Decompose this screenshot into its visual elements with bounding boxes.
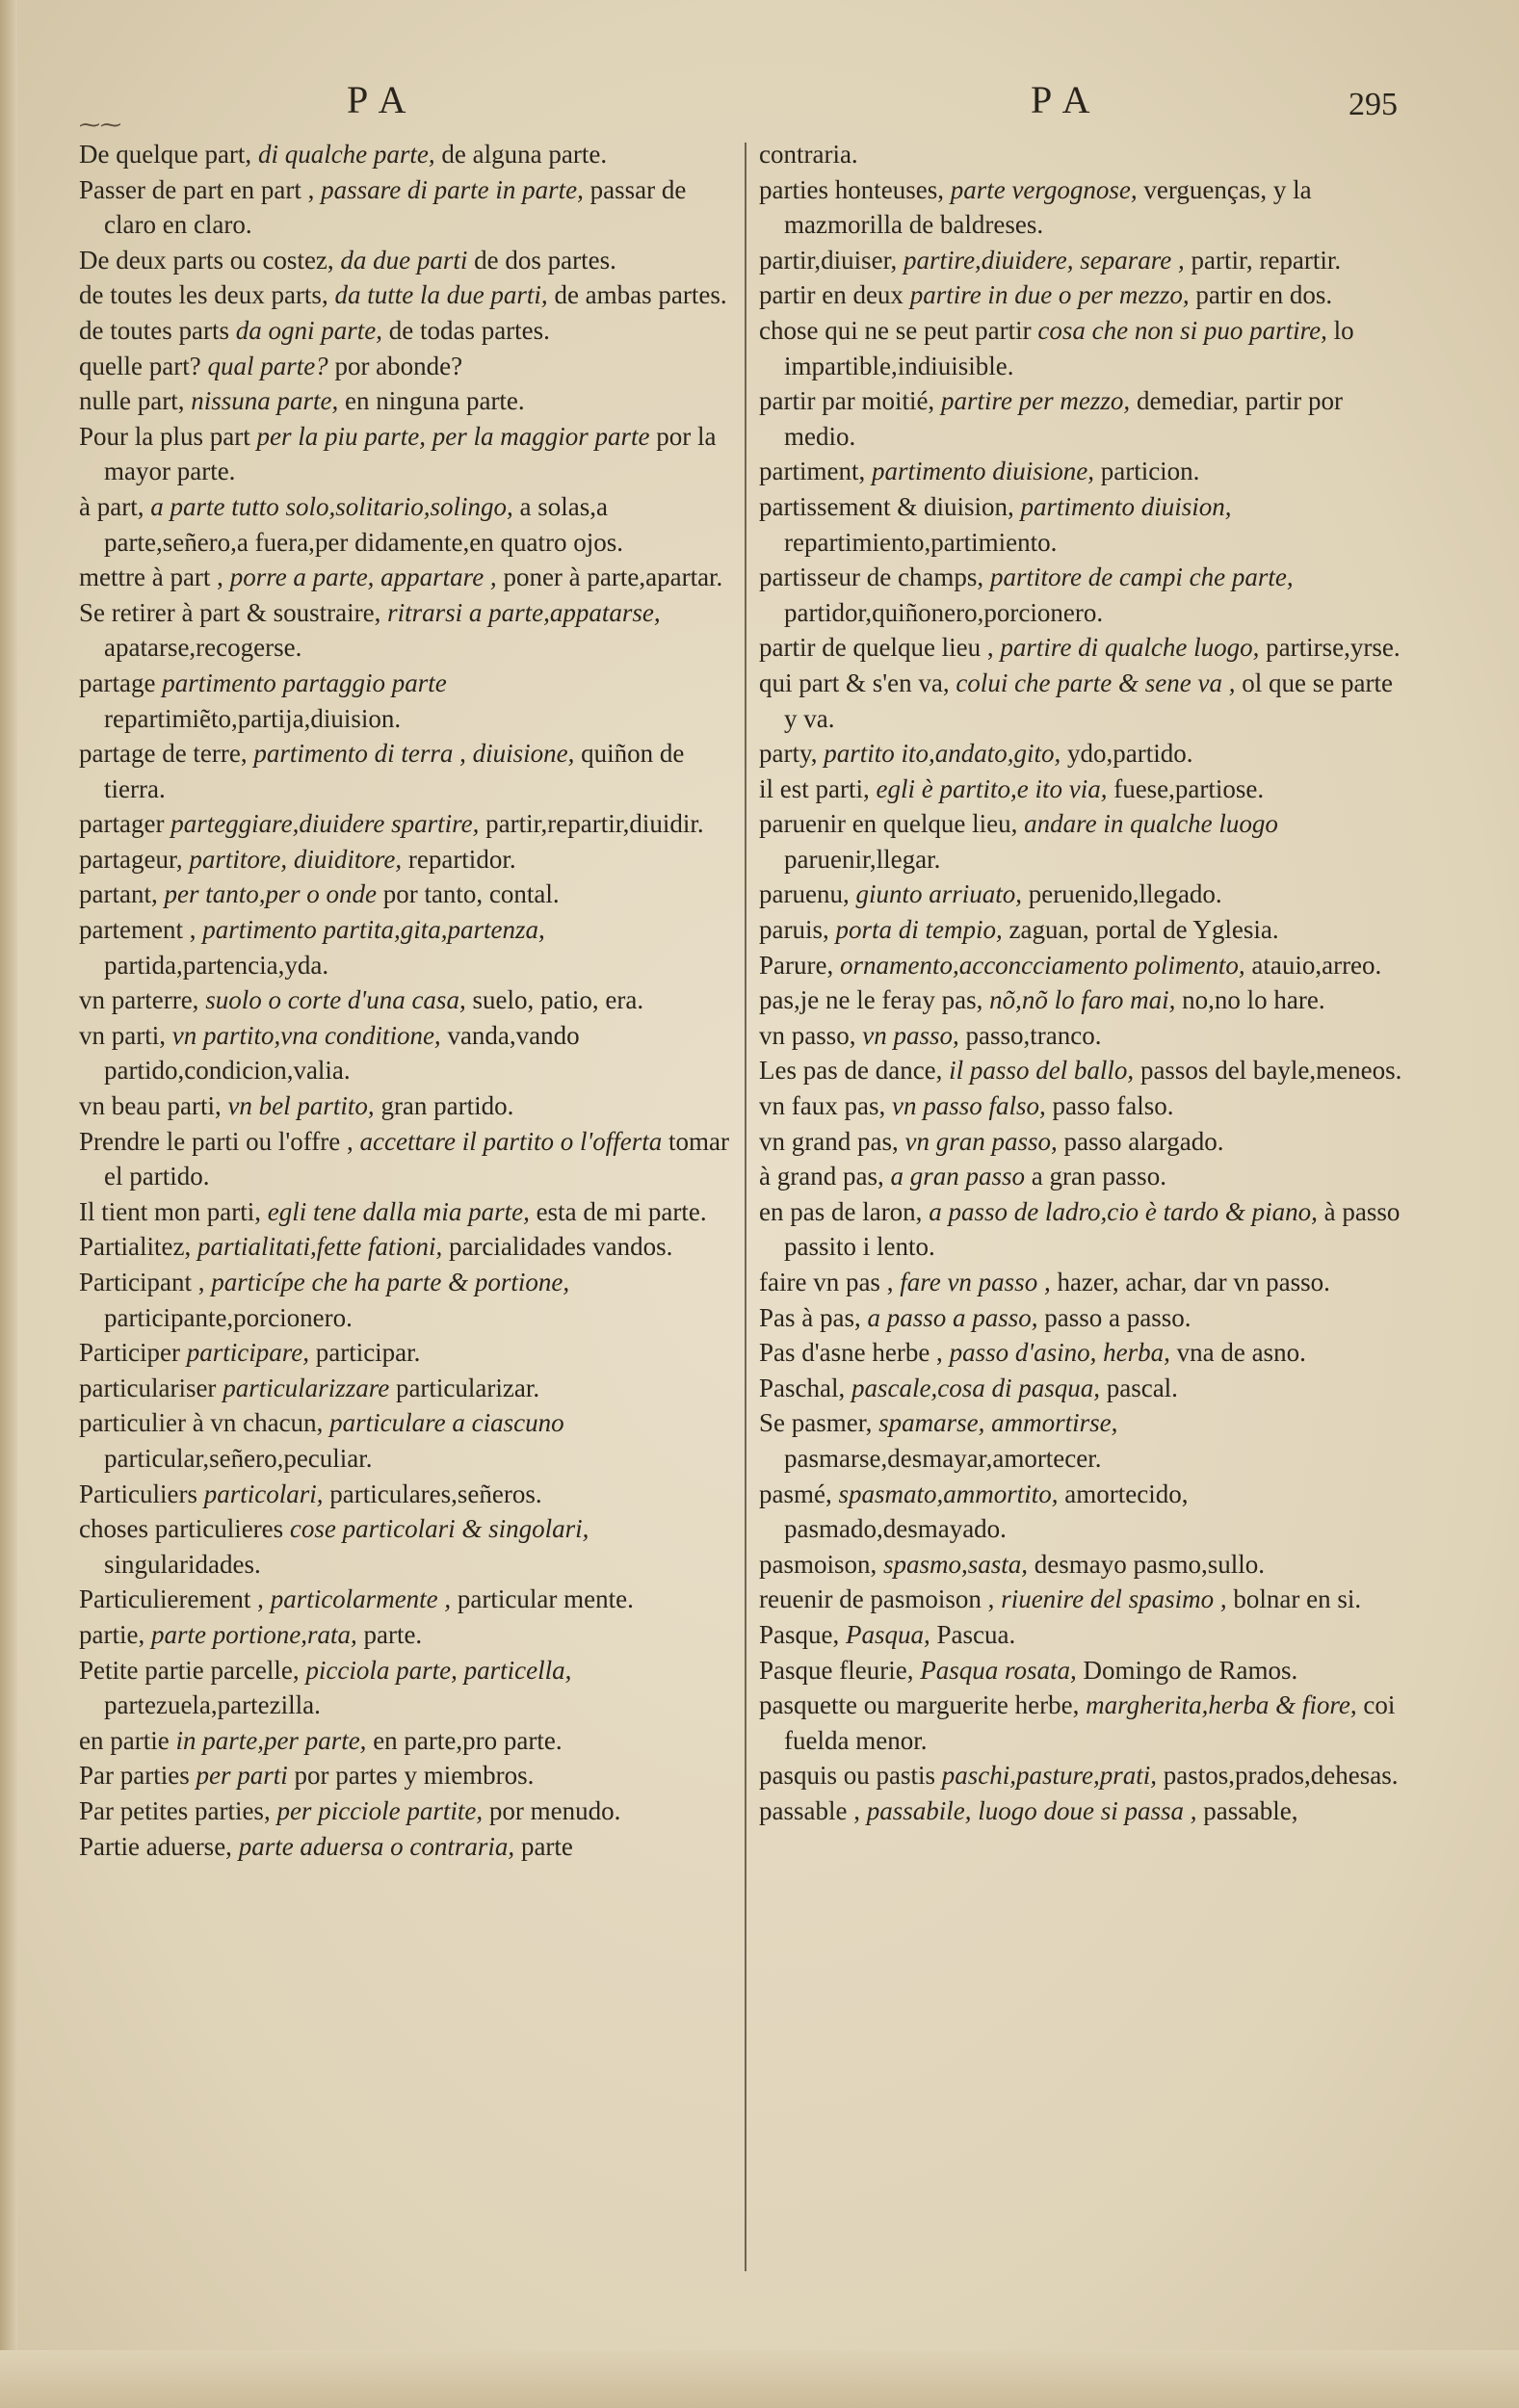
italian-gloss: partitore, diuiditore,	[189, 844, 403, 874]
dictionary-entry	[759, 630, 1404, 666]
italian-gloss: nissuna parte,	[191, 386, 339, 416]
spanish-gloss: desmayo pasmo,sullo.	[1034, 1549, 1266, 1579]
spanish-gloss: particulares,señeros.	[329, 1479, 542, 1508]
french-headword: de toutes les deux parts,	[79, 280, 328, 310]
italian-gloss: parte vergognose,	[950, 174, 1138, 204]
italian-gloss: per la piu parte, per la maggior parte	[256, 421, 650, 451]
spanish-gloss: pastos,prados,dehesas.	[1163, 1761, 1399, 1791]
dictionary-entry	[79, 277, 734, 313]
french-headword: Petite partie parcelle,	[79, 1655, 300, 1685]
italian-gloss: particulare a ciascuno	[329, 1408, 564, 1438]
italian-gloss: participare,	[186, 1338, 309, 1368]
french-headword: Les pas de dance,	[759, 1056, 943, 1086]
spanish-gloss: por menudo.	[488, 1795, 621, 1825]
spanish-gloss: passos del bayle,meneos.	[1139, 1056, 1402, 1086]
spanish-gloss: participar.	[315, 1338, 421, 1368]
dictionary-entry	[759, 243, 1404, 278]
french-headword: Particulierement ,	[79, 1584, 264, 1614]
spanish-gloss: contraria.	[759, 140, 858, 169]
french-headword: Pas d'asne herbe ,	[759, 1338, 943, 1368]
italian-gloss: a parte tutto solo,solitario,solingo,	[150, 491, 513, 521]
italian-gloss: partire in due o per mezzo,	[909, 280, 1190, 310]
dictionary-entry	[759, 1194, 1404, 1265]
french-headword: partir de quelque lieu ,	[759, 633, 994, 663]
dictionary-entry	[759, 172, 1404, 243]
italian-gloss: Pasqua,	[846, 1619, 930, 1649]
french-headword: partir par moitié,	[759, 386, 935, 416]
dictionary-entry	[79, 1653, 734, 1723]
italian-gloss: di qualche parte,	[257, 140, 435, 169]
dictionary-entry	[759, 1265, 1404, 1300]
french-headword: à part,	[79, 491, 144, 521]
french-headword: partiment,	[759, 457, 866, 486]
left-column	[79, 137, 734, 2333]
dictionary-entry	[759, 277, 1404, 313]
french-headword: partir en deux	[759, 280, 904, 310]
dictionary-entry	[79, 1405, 734, 1476]
dictionary-entry	[759, 1335, 1404, 1371]
french-headword: vn beau parti,	[79, 1091, 222, 1121]
dictionary-entry	[79, 1758, 734, 1793]
spanish-gloss: de todas partes.	[388, 315, 550, 345]
french-headword: pasmé,	[759, 1479, 832, 1508]
dictionary-entry	[759, 1653, 1404, 1688]
italian-gloss: a gran passo	[890, 1162, 1025, 1191]
spanish-gloss: pascal.	[1106, 1373, 1178, 1402]
spanish-gloss: partezuela,partezilla.	[104, 1690, 321, 1720]
spanish-gloss: esta de mi parte.	[536, 1196, 707, 1226]
dictionary-entry	[79, 1335, 734, 1371]
spanish-gloss: vanda,vando partido,condicion,valia.	[104, 1020, 580, 1086]
french-headword: Participer	[79, 1338, 180, 1368]
dictionary-entry	[79, 1582, 734, 1617]
italian-gloss: in parte,per parte,	[175, 1725, 367, 1755]
dictionary-entry	[79, 1229, 734, 1265]
dictionary-entry	[759, 1405, 1404, 1476]
spanish-gloss: por la mayor parte.	[104, 421, 717, 486]
french-headword: De quelque part,	[79, 140, 252, 169]
italian-gloss: ritrarsi a parte,appatarse,	[387, 597, 661, 627]
dictionary-entry	[759, 1018, 1404, 1054]
french-headword: partage	[79, 667, 156, 697]
dictionary-entry	[79, 1018, 734, 1088]
spanish-gloss: particular mente.	[457, 1584, 634, 1614]
spanish-gloss: passo falso.	[1052, 1091, 1174, 1121]
french-headword: pasquis ou pastis	[759, 1761, 936, 1791]
spanish-gloss: vna de asno.	[1176, 1338, 1306, 1368]
spanish-gloss: poner à parte,apartar.	[503, 563, 723, 592]
french-headword: mettre à part ,	[79, 563, 223, 592]
french-headword: Passer de part en part ,	[79, 174, 315, 204]
italian-gloss: partitore de campi che parte,	[989, 563, 1294, 592]
french-headword: partie,	[79, 1619, 145, 1649]
dictionary-entry	[79, 666, 734, 736]
right-running-head: PA	[1031, 78, 1104, 121]
dictionary-entry	[79, 313, 734, 349]
italian-gloss: Pasqua rosata,	[920, 1655, 1077, 1685]
dictionary-entry	[79, 243, 734, 278]
dictionary-entry	[79, 877, 734, 912]
spanish-gloss: partir,repartir,diuidir.	[485, 809, 704, 839]
italian-gloss: nõ,nõ lo faro mai,	[989, 985, 1176, 1015]
french-headword: vn faux pas,	[759, 1091, 886, 1121]
dictionary-entry	[79, 560, 734, 595]
ornament-mark: ⁓⁓	[79, 114, 121, 138]
french-headword: choses particulieres	[79, 1514, 284, 1544]
dictionary-entry	[759, 772, 1404, 807]
french-headword: pas,je ne le feray pas,	[759, 985, 983, 1015]
italian-gloss: vn bel partito,	[227, 1091, 375, 1121]
dictionary-entry	[759, 1300, 1404, 1336]
italian-gloss: partimento diuision,	[1020, 491, 1232, 521]
italian-gloss: partimento diuisione,	[871, 457, 1094, 486]
french-headword: reuenir de pasmoison ,	[759, 1584, 995, 1614]
spanish-gloss: demediar, partir por medio.	[784, 386, 1344, 451]
french-headword: Par petites parties,	[79, 1795, 271, 1825]
italian-gloss: giunto arriuato,	[855, 879, 1022, 909]
dictionary-entry	[759, 1688, 1404, 1758]
spanish-gloss: ydo,partido.	[1067, 739, 1193, 769]
dictionary-entry	[79, 982, 734, 1018]
french-headword: faire vn pas ,	[759, 1268, 894, 1296]
french-headword: partageur,	[79, 844, 183, 874]
spanish-gloss: partidor,quiñonero,porcionero.	[784, 597, 1104, 627]
dictionary-entry	[79, 1477, 734, 1512]
french-headword: Pas à pas,	[759, 1302, 861, 1332]
french-headword: passable ,	[759, 1795, 860, 1825]
italian-gloss: partimento partaggio parte	[162, 667, 447, 697]
french-headword: Se pasmer,	[759, 1408, 873, 1438]
spanish-gloss: gran partido.	[380, 1091, 514, 1121]
spanish-gloss: passar de claro en claro.	[104, 174, 687, 240]
dictionary-entry	[759, 383, 1404, 454]
italian-gloss: passo d'asino, herba,	[949, 1338, 1170, 1368]
spanish-gloss: fuese,partiose.	[1113, 773, 1265, 803]
italian-gloss: da due parti	[340, 245, 468, 275]
italian-gloss: partimento di terra , diuisione,	[253, 739, 575, 769]
spanish-gloss: hazer, achar, dar vn passo.	[1057, 1268, 1330, 1296]
french-headword: en pas de laron,	[759, 1196, 923, 1226]
italian-gloss: passare di parte in parte,	[321, 174, 584, 204]
dictionary-entry	[79, 1617, 734, 1653]
spanish-gloss: en parte,pro parte.	[373, 1725, 563, 1755]
italian-gloss: qual parte?	[207, 351, 328, 380]
french-headword: qui part & s'en va,	[759, 667, 950, 697]
spanish-gloss: coi fuelda menor.	[784, 1690, 1396, 1755]
spanish-gloss: particular,señero,peculiar.	[104, 1443, 373, 1473]
dictionary-entry	[79, 1793, 734, 1829]
italian-gloss: per picciole partite,	[276, 1795, 484, 1825]
french-headword: Partialitez,	[79, 1232, 192, 1262]
spanish-gloss: peruenido,llegado.	[1028, 879, 1222, 909]
spanish-gloss: verguenças, y la mazmorilla de baldreses.	[784, 174, 1312, 240]
italian-gloss: partito ito,andato,gito,	[824, 739, 1061, 769]
dictionary-entry	[79, 806, 734, 842]
dictionary-entry	[79, 1265, 734, 1335]
spanish-gloss: lo impartible,indiuisible.	[784, 315, 1354, 380]
italian-gloss: suolo o corte d'una casa,	[205, 985, 466, 1015]
dictionary-entry	[79, 1511, 734, 1582]
dictionary-entry	[759, 1477, 1404, 1547]
italian-gloss: porre a parte, appartare ,	[229, 563, 497, 592]
italian-gloss: picciola parte, particella,	[305, 1655, 572, 1685]
french-headword: Particuliers	[79, 1479, 197, 1508]
page-left-edge	[0, 0, 17, 2408]
french-headword: Pour la plus part	[79, 421, 250, 451]
spanish-gloss: partir en dos.	[1195, 280, 1333, 310]
italian-gloss: pascale,cosa di pasqua,	[851, 1373, 1100, 1402]
dictionary-entry	[79, 137, 734, 172]
spanish-gloss: passo a passo.	[1044, 1302, 1192, 1332]
italian-gloss: ornamento,acconcciamento polimento,	[839, 950, 1245, 980]
italian-gloss: partimento partita,gita,partenza,	[202, 915, 545, 945]
italian-gloss: parte aduersa o contraria,	[238, 1831, 515, 1861]
italian-gloss: egli è partito,e ito via,	[876, 773, 1108, 803]
french-headword: parties honteuses,	[759, 174, 944, 204]
italian-gloss: vn gran passo,	[904, 1126, 1058, 1156]
spanish-gloss: en ninguna parte.	[344, 386, 525, 416]
spanish-gloss: por tanto, contal.	[382, 879, 560, 909]
dictionary-entry	[759, 137, 1404, 172]
dictionary-entry	[759, 1159, 1404, 1194]
spanish-gloss: parcialidades vandos.	[448, 1232, 673, 1262]
dictionary-entry	[79, 1371, 734, 1406]
french-headword: Il tient mon parti,	[79, 1196, 261, 1226]
italian-gloss: andare in qualche luogo	[1024, 809, 1278, 839]
italian-gloss: particularizzare	[223, 1373, 390, 1402]
french-headword: Pasque,	[759, 1619, 840, 1649]
italian-gloss: parte portione,rata,	[150, 1619, 357, 1649]
dictionary-entry	[79, 489, 734, 560]
dictionary-entry	[759, 1617, 1404, 1653]
italian-gloss: egli tene dalla mia parte,	[267, 1196, 530, 1226]
dictionary-entry	[79, 349, 734, 384]
french-headword: il est parti,	[759, 773, 870, 803]
column-rule	[745, 143, 746, 2271]
italian-gloss: riuenire del spasimo ,	[1001, 1584, 1227, 1614]
dictionary-entry	[759, 982, 1404, 1018]
dictionary-entry	[759, 1582, 1404, 1617]
french-headword: Partie aduerse,	[79, 1831, 232, 1861]
dictionary-entry	[79, 1088, 734, 1124]
french-headword: particulier à vn chacun,	[79, 1408, 324, 1438]
french-headword: en partie	[79, 1725, 170, 1755]
italian-gloss: a passo de ladro,cio è tardo & piano,	[929, 1196, 1318, 1226]
dictionary-entry	[79, 1723, 734, 1759]
italian-gloss: colui che parte & sene va ,	[956, 667, 1236, 697]
italian-gloss: il passo del ballo,	[949, 1056, 1135, 1086]
spanish-gloss: repartidor.	[407, 844, 516, 874]
spanish-gloss: a gran passo.	[1031, 1162, 1166, 1191]
italian-gloss: partire per mezzo,	[940, 386, 1131, 416]
french-headword: Pasque fleurie,	[759, 1655, 914, 1685]
spanish-gloss: parte.	[363, 1619, 423, 1649]
italian-gloss: fare vn passo ,	[900, 1268, 1051, 1296]
french-headword: vn passo,	[759, 1020, 856, 1050]
italian-gloss: particolari,	[203, 1479, 324, 1508]
italian-gloss: per parti	[196, 1761, 288, 1791]
spanish-gloss: parte	[520, 1831, 573, 1861]
spanish-gloss: pasmarse,desmayar,amortecer.	[784, 1443, 1102, 1473]
spanish-gloss: Domingo de Ramos.	[1083, 1655, 1298, 1685]
french-headword: partissement & diuision,	[759, 491, 1014, 521]
italian-gloss: vn passo,	[862, 1020, 959, 1050]
french-headword: pasmoison,	[759, 1549, 877, 1579]
dictionary-entry	[759, 1758, 1404, 1793]
italian-gloss: partire di qualche luogo,	[1000, 633, 1260, 663]
dictionary-entry	[79, 842, 734, 877]
spanish-gloss: partida,partencia,yda.	[104, 950, 329, 980]
french-headword: party,	[759, 739, 818, 769]
dictionary-entry	[79, 1194, 734, 1230]
dictionary-entry	[759, 313, 1404, 383]
spanish-gloss: à passo passito i lento.	[784, 1196, 1401, 1262]
spanish-gloss: de dos partes.	[474, 245, 616, 275]
spanish-gloss: por abonde?	[334, 351, 463, 380]
french-headword: nulle part,	[79, 386, 185, 416]
spanish-gloss: passo alargado.	[1063, 1126, 1224, 1156]
french-headword: vn parti,	[79, 1020, 166, 1050]
french-headword: vn parterre,	[79, 985, 199, 1015]
italian-gloss: a passo a passo,	[867, 1302, 1038, 1332]
dictionary-entry	[79, 1124, 734, 1194]
dictionary-entry	[759, 1124, 1404, 1160]
dictionary-entry	[79, 595, 734, 666]
italian-gloss: margherita,herba & fiore,	[1086, 1690, 1357, 1720]
italian-gloss: cosa che non si puo partire,	[1037, 315, 1327, 345]
french-headword: partir,diuiser,	[759, 245, 898, 275]
italian-gloss: per tanto,per o onde	[164, 879, 377, 909]
french-headword: Participant ,	[79, 1268, 205, 1296]
spanish-gloss: por partes y miembros.	[294, 1761, 535, 1791]
italian-gloss: particípe che ha parte & portione,	[211, 1268, 570, 1296]
italian-gloss: vn passo falso,	[891, 1091, 1046, 1121]
italian-gloss: cose particolari & singolari,	[289, 1514, 589, 1544]
left-running-head: PA	[347, 78, 420, 121]
spanish-gloss: atauio,arreo.	[1251, 950, 1382, 980]
french-headword: quelle part?	[79, 351, 201, 380]
french-headword: particulariser	[79, 1373, 217, 1402]
french-headword: Par parties	[79, 1761, 190, 1791]
french-headword: pasquette ou marguerite herbe,	[759, 1690, 1080, 1720]
french-headword: Se retirer à part & soustraire,	[79, 597, 381, 627]
dictionary-entry	[759, 560, 1404, 630]
french-headword: vn grand pas,	[759, 1126, 899, 1156]
dictionary-entry	[759, 877, 1404, 912]
dictionary-entry	[79, 912, 734, 982]
italian-gloss: spamarse, ammortirse,	[878, 1408, 1118, 1438]
dictionary-entry	[79, 172, 734, 243]
italian-gloss: spasmato,ammortito,	[838, 1479, 1059, 1508]
dictionary-entry	[759, 1547, 1404, 1583]
french-headword: partage de terre,	[79, 739, 248, 769]
french-headword: De deux parts ou costez,	[79, 245, 334, 275]
spanish-gloss: zaguan, portal de Yglesia.	[1008, 915, 1279, 945]
italian-gloss: partialitati,fette fationi,	[196, 1232, 443, 1262]
page-number: 295	[1349, 87, 1398, 122]
dictionary-entry	[79, 1829, 734, 1865]
spanish-gloss: passable,	[1203, 1795, 1298, 1825]
italian-gloss: spasmo,sasta,	[883, 1549, 1029, 1579]
spanish-gloss: repartimiẽto,partija,diuision.	[104, 703, 402, 733]
french-headword: chose qui ne se peut partir	[759, 315, 1032, 345]
spanish-gloss: de ambas partes.	[554, 280, 727, 310]
french-headword: de toutes parts	[79, 315, 229, 345]
french-headword: Prendre le parti ou l'offre ,	[79, 1126, 354, 1156]
french-headword: partant,	[79, 879, 158, 909]
french-headword: partager	[79, 809, 165, 839]
spanish-gloss: quiñon de tierra.	[104, 739, 685, 803]
dictionary-entry	[79, 419, 734, 489]
spanish-gloss: singularidades.	[104, 1549, 261, 1579]
dictionary-entry	[79, 383, 734, 419]
dictionary-entry	[759, 1088, 1404, 1124]
spanish-gloss: no,no lo hare.	[1182, 985, 1325, 1015]
italian-gloss: accettare il partito o l'offerta	[359, 1126, 663, 1156]
spanish-gloss: suelo, patio, era.	[472, 985, 644, 1015]
spanish-gloss: passo,tranco.	[965, 1020, 1102, 1050]
dictionary-entry	[759, 1053, 1404, 1088]
italian-gloss: da tutte la due parti,	[334, 280, 548, 310]
italian-gloss: da ogni parte,	[235, 315, 382, 345]
spanish-gloss: tomar el partido.	[104, 1126, 729, 1191]
spanish-gloss: partir, repartir.	[1191, 245, 1342, 275]
spanish-gloss: amortecido, pasmado,desmayado.	[784, 1479, 1189, 1544]
italian-gloss: porta di tempio,	[835, 915, 1003, 945]
spanish-gloss: de alguna parte.	[441, 140, 608, 169]
dictionary-entry	[759, 736, 1404, 772]
dictionary-entry	[79, 736, 734, 806]
dictionary-entry	[759, 1371, 1404, 1406]
spanish-gloss: ol que se parte y va.	[784, 667, 1393, 733]
french-headword: partement ,	[79, 915, 196, 945]
spanish-gloss: a solas,a parte,señero,a fuera,per didamente,en quatro ojos.	[104, 491, 624, 557]
italian-gloss: paschi,pasture,prati,	[941, 1761, 1158, 1791]
italian-gloss: partire,diuidere, separare ,	[904, 245, 1185, 275]
italian-gloss: vn partito,vna conditione,	[171, 1020, 441, 1050]
spanish-gloss: particion.	[1100, 457, 1200, 486]
right-column	[759, 137, 1404, 2333]
french-headword: paruenir en quelque lieu,	[759, 809, 1018, 839]
dictionary-entry	[759, 912, 1404, 948]
spanish-gloss: participante,porcionero.	[104, 1302, 353, 1332]
spanish-gloss: bolnar en si.	[1233, 1584, 1362, 1614]
dictionary-entry	[759, 806, 1404, 877]
italian-gloss: passabile, luogo doue si passa ,	[866, 1795, 1197, 1825]
dictionary-entry	[759, 454, 1404, 489]
page-bottom-edge	[0, 2350, 1519, 2408]
spanish-gloss: paruenir,llegar.	[784, 844, 941, 874]
french-headword: paruenu,	[759, 879, 850, 909]
french-headword: paruis,	[759, 915, 829, 945]
dictionary-entry	[759, 489, 1404, 560]
dictionary-entry	[759, 666, 1404, 736]
dictionary-entry	[759, 1793, 1404, 1829]
dictionary-entry	[759, 948, 1404, 983]
spanish-gloss: Pascua.	[936, 1619, 1016, 1649]
spanish-gloss: repartimiento,partimiento.	[784, 527, 1058, 557]
spanish-gloss: partirse,yrse.	[1266, 633, 1401, 663]
french-headword: Parure,	[759, 950, 834, 980]
spanish-gloss: apatarse,recogerse.	[104, 633, 302, 663]
french-headword: partisseur de champs,	[759, 563, 984, 592]
spanish-gloss: particularizar.	[395, 1373, 540, 1402]
italian-gloss: parteggiare,diuidere spartire,	[170, 809, 480, 839]
french-headword: Paschal,	[759, 1373, 846, 1402]
italian-gloss: particolarmente ,	[270, 1584, 452, 1614]
french-headword: à grand pas,	[759, 1162, 884, 1191]
